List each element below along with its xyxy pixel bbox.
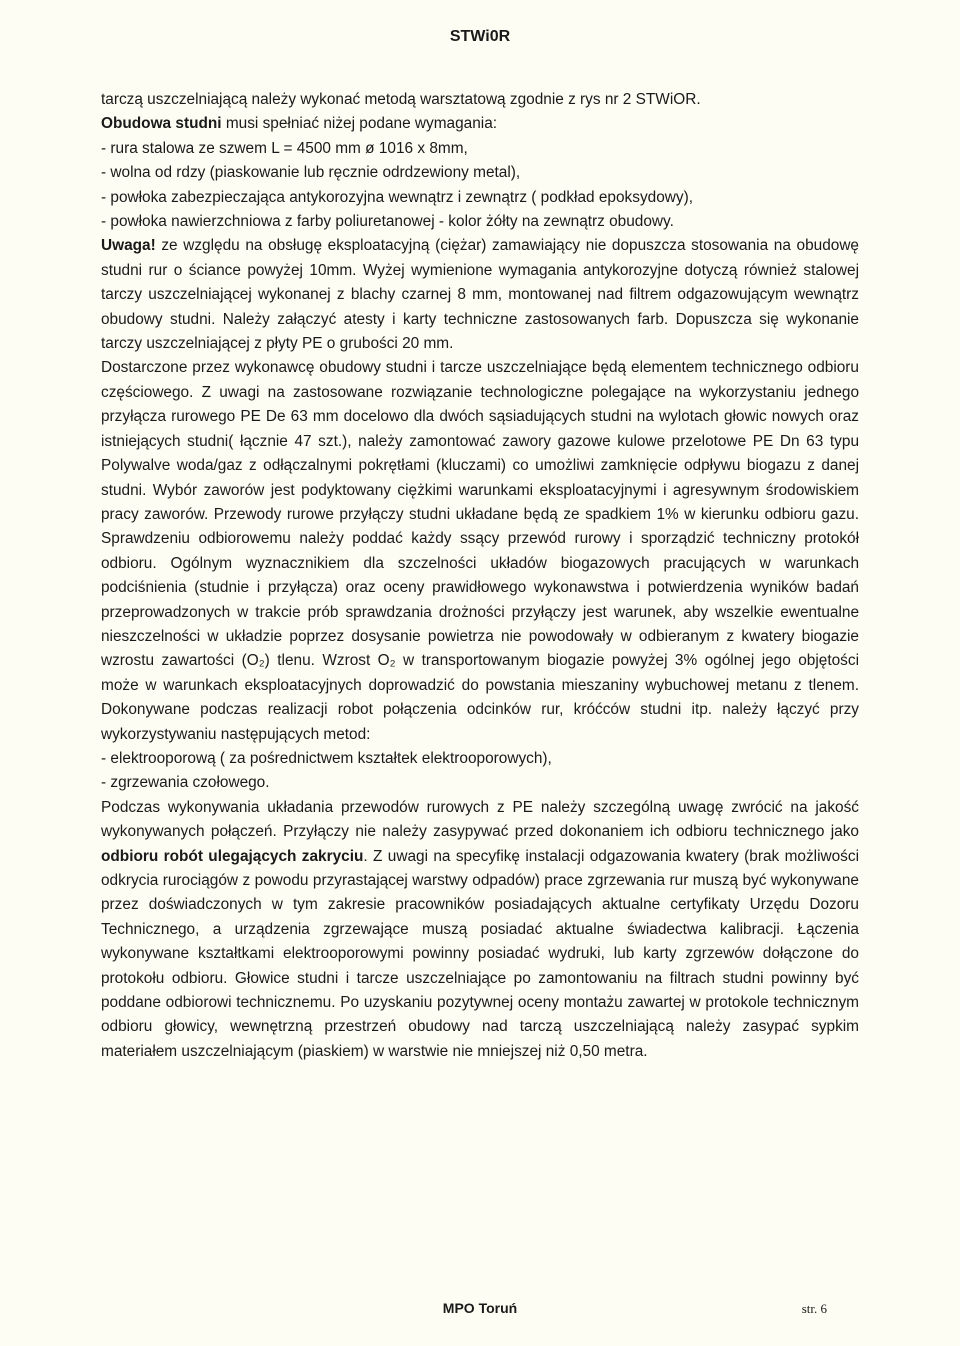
page-number: str. 6 <box>801 1301 827 1316</box>
document-body <box>101 88 859 1064</box>
list-item: - zgrzewania czołowego. <box>101 774 270 792</box>
bold-text: Obudowa studni <box>101 115 222 133</box>
list-item: - powłoka nawierzchniowa z farby poliuretanowej - kolor żółty na zewnątrz obudowy. <box>101 213 674 231</box>
text-run: . Z uwagi na specyfikę instalacji odgazowania kwatery (brak możliwości odkrycia rurociągów z powodu przyrastającej warstwy odpadów) prace zgrzewania rur muszą być wykonywane przez doświadczonych w tym zakresie pracowników posiadających aktualne certyfikaty Urzędu Dozoru Technicznego, a urządzenia zgrzewające muszą posiadać aktualne świadectwa kalibracji. Łączenia wykonywane kształtkami elektrooporowymi powinny posiadać wydruki, lub karty zgrzewów dołączone do protokołu odbioru. Głowice studni i tarcze uszczelniające po zamontowaniu na filtrach studni powinny być poddane odbiorowi technicznemu. Po uzyskaniu pozytywnej oceny montażu zawartej w protokole technicznym odbioru głowicy, wewnętrzną przestrzeń obudowy nad tarczą uszczelniającą należy zasypać sypkim materiałem uszczelniającym (piaskiem) w warstwie nie mniejszej niż 0,50 metra. <box>101 847 859 1060</box>
list-item: - elektrooporową ( za pośrednictwem kształtek elektrooporowych), <box>101 749 552 767</box>
paragraph-3: Dostarczone przez wykonawcę obudowy studni i tarcze uszczelniające będą elementem technicznego odbioru częściowego. Z uwagi na zastosowane rozwiązanie technologiczne polegające na wykorzystaniu jednego przyłącza rurowego PE De 63 mm docelowo dla dwóch sąsiadujących studni na wylotach głowic nowych oraz istniejących studni( łącznie 47 szt.), należy zamontować zawory gazowe kulowe przelotowe PE Dn 63 typu Polywalve woda/gaz z odłączalnymi pokrętłami (kluczami) co umożliwi zamknięcie odpływu biogazu z danej studni. Wybór zaworów jest podyktowany ciężkimi warunkami eksploatacyjnymi i agresywnym środowiskiem pracy zaworów. Przewody rurowe przyłączy studni układane będą ze spadkiem 1% w kierunku odbioru gazu. Sprawdzeniu odbiorowemu należy poddać każdy ssący przewód rurowy i sporządzić techniczny protokół odbioru. Ogólnym wyznacznikiem dla szczelności układów biogazowych pracujących w warunkach podciśnienia (studnie i przyłącza) oraz oceny prawidłowego wykonawstwa i potwierdzenia wyników badań przeprowadzonych w trakcie prób sprawdzania drożności przyłączy jest warunek, aby wszelkie ewentualne nieszczelności w układzie poprzez dosysanie powietrza nie powodowały w odbieranym z kwatery biogazie wzrostu zawartości (O₂) tlenu. Wzrost O₂ w transportowanym biogazie powyżej 3% ogólnej jego objętości może w warunkach eksploatacyjnych doprowadzić do powstania mieszaniny wybuchowej metanu z tlenem. Dokonywane podczas realizacji robot połączenia odcinków rur, króćców studni itp. należy łączyć przy wykorzystywaniu następujących metod: <box>101 359 859 743</box>
bold-text: odbioru robót ulegających zakryciu <box>101 847 364 865</box>
list-item: - powłoka zabezpieczająca antykorozyjna wewnątrz i zewnątrz ( podkład epoksydowy), <box>101 188 693 206</box>
page-header: STWi0R <box>449 28 511 45</box>
text-run: Podczas wykonywania układania przewodów rurowych z PE należy szczególną uwagę zwrócić na jakość wykonywanych połączeń. Przyłączy nie należy zasypywać przed dokonaniem ich odbioru technicznego jako <box>101 798 859 841</box>
bold-text: Uwaga! <box>101 237 156 255</box>
list-item: - wolna od rdzy (piaskowanie lub ręcznie odrdzewiony metal), <box>101 164 521 182</box>
paragraph-2 <box>101 234 859 356</box>
text-run: tarczą uszczelniającą należy wykonać metodą warsztatową zgodnie z rys nr 2 STWiOR. <box>101 91 701 108</box>
paragraph-1 <box>101 88 859 137</box>
text-run: musi spełniać niżej podane wymagania: <box>221 115 498 133</box>
text-run: ze względu na obsługę eksploatacyjną (ciężar) zamawiający nie dopuszcza stosowania na obudowę studni rur o ściance powyżej 10mm. Wyżej wymienione wymagania antykorozyjne dotyczą również stalowej tarczy uszczelniającej wykonanej z blachy czarnej 8 mm, montowanej nad filtrem odgazowującym wewnątrz obudowy studni. Należy załączyć atesty i karty techniczne zastosowanych farb. Dopuszcza się wykonanie tarczy uszczelniającej z płyty PE o grubości 20 mm. <box>101 237 859 353</box>
footer-company: MPO Toruń <box>442 1300 518 1316</box>
paragraph-4 <box>101 796 859 1064</box>
list-item: - rura stalowa ze szwem L = 4500 mm ø 1016 x 8mm, <box>101 139 468 157</box>
